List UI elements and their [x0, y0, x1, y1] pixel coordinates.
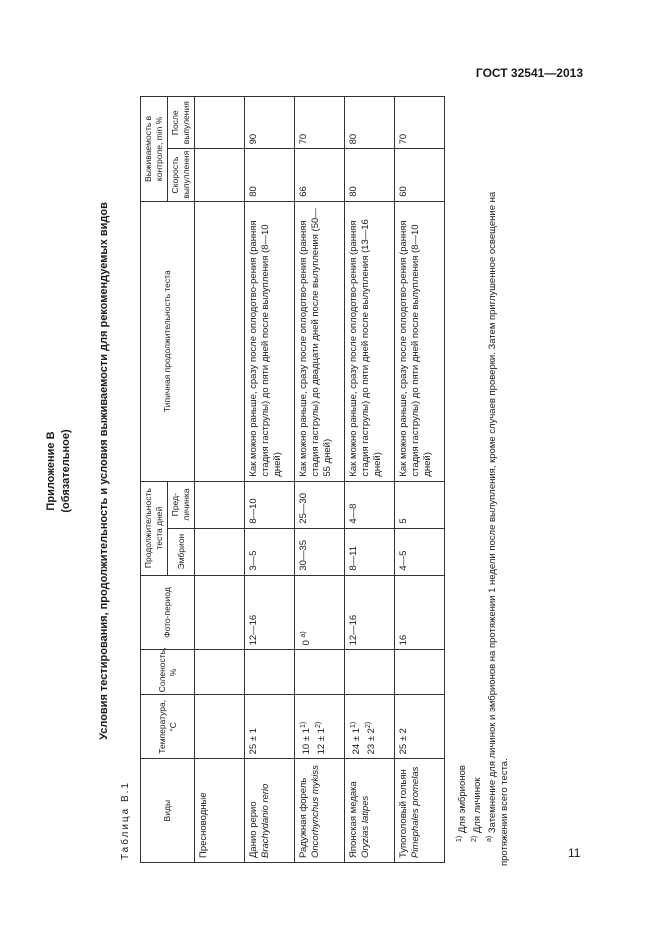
table-footnotes	[454, 96, 511, 866]
footnote-mark: а)	[300, 631, 307, 638]
species-latin: Oryzias latipes	[360, 795, 371, 858]
species-cell	[295, 759, 345, 863]
hatch-cell: 80	[245, 149, 295, 201]
temperature-larva: 23 ± 2	[366, 728, 378, 755]
footnote-mark: 2)	[365, 721, 373, 729]
species-latin: Brachydanio rerio	[260, 783, 271, 858]
embryo-cell: 8—11	[345, 528, 395, 575]
header-photoperiod: Фото-период	[141, 575, 195, 650]
after-cell: 90	[245, 97, 295, 149]
header-after-hatch: После выпуления	[168, 97, 195, 149]
footnote-mark: 2)	[315, 721, 323, 729]
species-cell	[395, 759, 445, 863]
larva-cell: 25—30	[295, 481, 345, 528]
header-typical: Типичная продолжительность теста	[141, 201, 195, 481]
temperature-embryo: 10 ± 1	[301, 728, 313, 755]
temperature-cell	[345, 695, 395, 759]
header-species: Виды	[141, 759, 195, 863]
table-label: Таблица В.1	[120, 781, 131, 860]
table-caption: Условия тестирования, продолжительность и условия выживаемости для рекомендуемых видов	[98, 202, 110, 740]
typical-cell: Как можно раньше, сразу после оплодотво-рения (ранняя стадия гаструлы) до пяти дней после вылупления (8—10 дней)	[395, 201, 445, 481]
temperature-cell	[295, 695, 345, 759]
header-survival: Выживаемость в контроле, min %	[141, 97, 168, 202]
photoperiod-cell: 12—16	[245, 575, 295, 650]
standard-number: ГОСТ 32541—2013	[475, 66, 583, 80]
appendix-status: (обязательное)	[60, 429, 72, 513]
typical-cell: Как можно раньше, сразу после оплодотво-рения (ранняя стадия гаструлы) до пяти дней после вылупления (8—10 дней)	[245, 201, 295, 481]
footnote-a-continued: протяжении всего теста.	[499, 758, 511, 866]
after-cell: 70	[295, 97, 345, 149]
species-name: Японская медака	[348, 781, 359, 858]
hatch-cell: 66	[295, 149, 345, 201]
page-number: 11	[568, 846, 581, 860]
section-label: Пресноводные	[195, 759, 245, 863]
footnote-mark: 1)	[456, 835, 463, 842]
appendix-title: Приложение В	[45, 431, 57, 511]
species-cell	[345, 759, 395, 863]
typical-cell: Как можно раньше, сразу после оплодотво-рения (ранняя стадия гаструлы) до пяти дней после вылупления (13—16 дней)	[345, 201, 395, 481]
footnote-mark: 1)	[300, 721, 307, 729]
footnote-2: Для личинок	[472, 777, 484, 834]
survival-table	[140, 96, 445, 863]
typical-cell: Как можно раньше, сразу после оплодотво-рения (ранняя стадия гаструлы) до двадцати дней после вылупления (50—55 дней)	[295, 201, 345, 481]
table-row	[245, 97, 295, 863]
salinity-cell	[245, 650, 295, 695]
species-name: Данио рерио	[248, 801, 259, 858]
larva-cell: 8—10	[245, 481, 295, 528]
appendix-heading	[44, 76, 74, 866]
footnote-mark: а)	[486, 835, 494, 842]
table-row	[345, 97, 395, 863]
header-hatch-rate: Скорость выпуллення	[168, 149, 195, 201]
temperature-cell: 25 ± 2	[395, 695, 445, 759]
hatch-cell: 60	[395, 149, 445, 201]
salinity-cell	[395, 650, 445, 695]
after-cell: 70	[395, 97, 445, 149]
photoperiod-cell: 16	[395, 575, 445, 650]
after-cell: 80	[345, 97, 395, 149]
species-name: Радужная форель	[298, 777, 309, 858]
salinity-cell	[295, 650, 345, 695]
header-temperature: Температура, °С	[141, 695, 195, 759]
header-embryo: Эмбрион	[168, 528, 195, 575]
species-cell	[245, 759, 295, 863]
header-salinity: Соленость, %	[141, 650, 195, 695]
photoperiod-cell	[295, 575, 345, 650]
species-latin: Oncorhynchus mykiss	[310, 765, 321, 858]
embryo-cell: 3—5	[245, 528, 295, 575]
footnote-mark: 2)	[471, 835, 479, 842]
larva-cell: 5	[395, 481, 445, 528]
table-row	[395, 97, 445, 863]
section-row	[195, 97, 245, 863]
temperature-embryo: 24 ± 1	[351, 728, 363, 755]
hatch-cell: 80	[345, 149, 395, 201]
larva-cell: 4—8	[345, 481, 395, 528]
footnote-a: Затемнение для личинок и эмбрионов на протяжении 1 недели после вылупления, кроме случаев проверки. Затем приглушенное освещение на	[487, 191, 499, 834]
header-duration: Продолжительность теста дней	[141, 481, 168, 575]
embryo-cell: 30—35	[295, 528, 345, 575]
temperature-cell: 25 ± 1	[245, 695, 295, 759]
embryo-cell: 4—5	[395, 528, 445, 575]
footnote-mark: 1)	[350, 721, 357, 729]
table-row	[295, 97, 345, 863]
species-latin: Pimephales promelas	[410, 766, 421, 858]
header-larva: Пред-личинка	[168, 481, 195, 528]
footnote-1: Для эмбрионов	[457, 765, 469, 834]
temperature-larva: 12 ± 1	[316, 728, 328, 755]
photoperiod-value: 0	[301, 640, 313, 646]
photoperiod-cell: 12—16	[345, 575, 395, 650]
salinity-cell	[345, 650, 395, 695]
rotated-page-content	[44, 76, 584, 866]
species-name: Тупоголовый гольян	[398, 769, 409, 858]
